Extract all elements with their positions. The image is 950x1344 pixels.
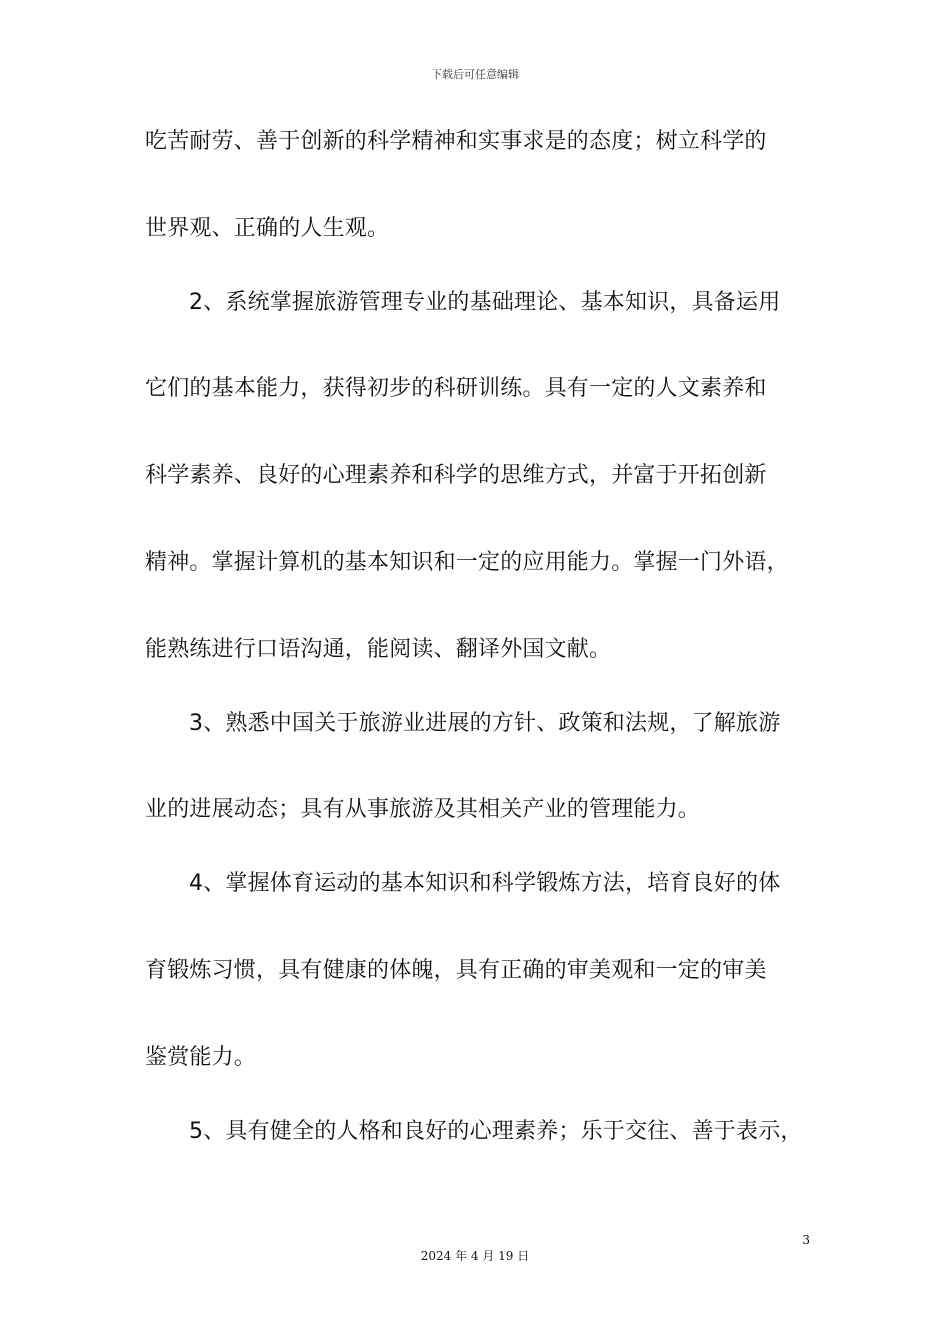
- footer-date: 2024 年 4 月 19 日: [420, 1249, 530, 1263]
- body-line: 它们的基本能力，获得初步的科研训练。具有一定的人文素养和: [145, 376, 767, 401]
- page-number: 3: [802, 1233, 810, 1247]
- body-line: 吃苦耐劳、善于创新的科学精神和实事求是的态度；树立科学的: [145, 129, 767, 154]
- body-line: 科学素养、良好的心理素养和科学的思维方式，并富于开拓创新: [145, 463, 767, 488]
- body-line: 3、熟悉中国关于旅游业进展的方针、政策和法规，了解旅游: [189, 711, 781, 736]
- body-line: 世界观、正确的人生观。: [145, 216, 390, 241]
- body-line: 5、具有健全的人格和良好的心理素养；乐于交往、善于表示，: [189, 1119, 803, 1144]
- body-line: 4、掌握体育运动的基本知识和科学锻炼方法，培育良好的体: [189, 871, 781, 896]
- body-line: 鉴赏能力。: [145, 1045, 257, 1070]
- body-line: 业的进展动态；具有从事旅游及其相关产业的管理能力。: [145, 797, 701, 822]
- body-line: 能熟练进行口语沟通，能阅读、翻译外国文献。: [145, 637, 612, 662]
- body-line: 精神。掌握计算机的基本知识和一定的应用能力。掌握一门外语，: [145, 550, 789, 575]
- body-line: 育锻炼习惯，具有健康的体魄，具有正确的审美观和一定的审美: [145, 958, 767, 983]
- body-line: 2、系统掌握旅游管理专业的基础理论、基本知识，具备运用: [189, 290, 781, 315]
- page-header: 下载后可任意编辑: [431, 68, 519, 81]
